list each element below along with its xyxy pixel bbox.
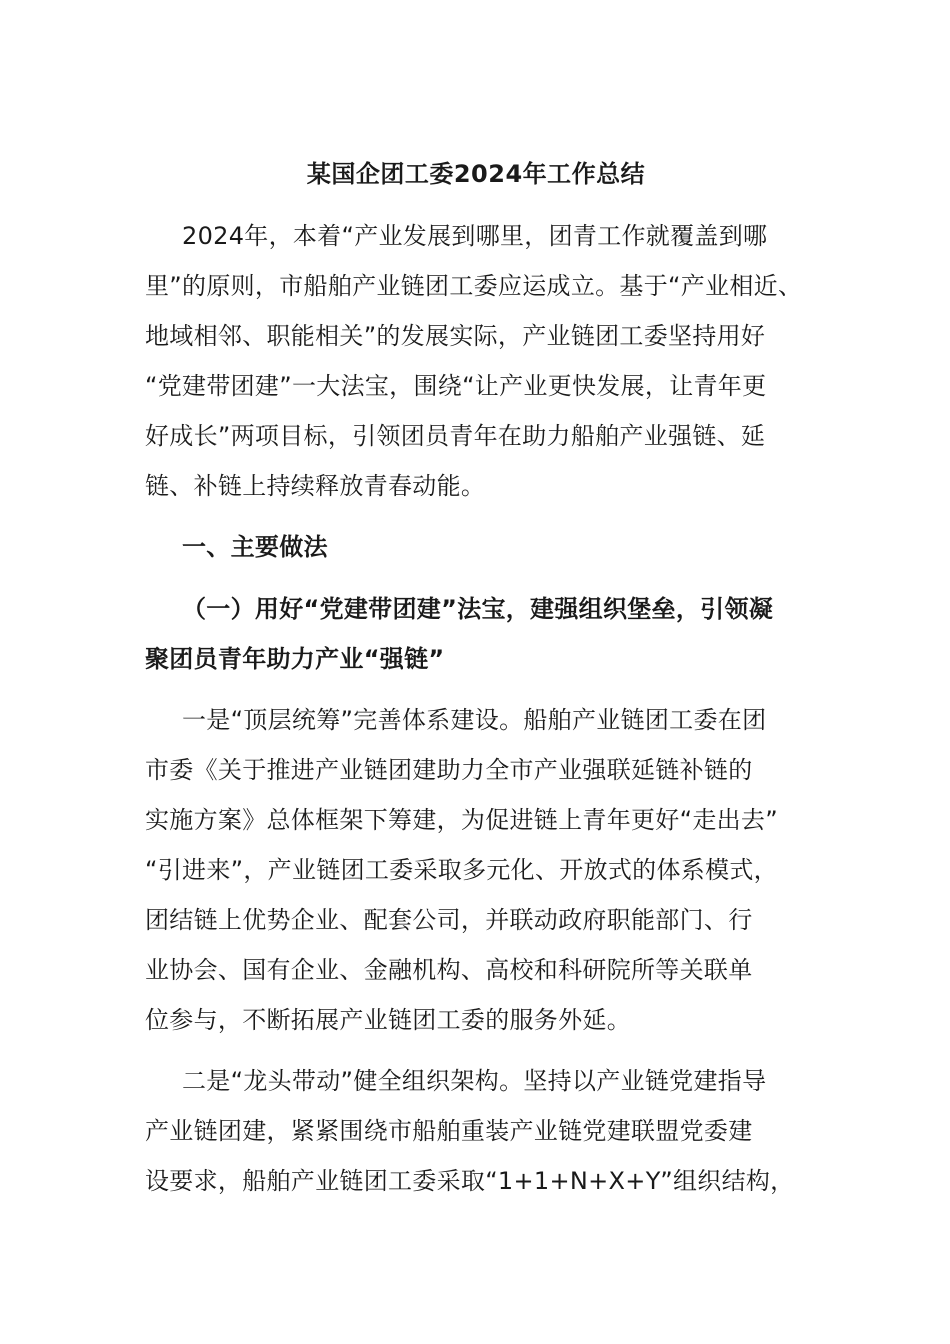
paragraph-top-level-planning bbox=[145, 695, 807, 1045]
heading-line: 一、主要做法 bbox=[182, 533, 328, 561]
text-line: 市委《关于推进产业链团建助力全市产业强联延链补链的 bbox=[145, 756, 753, 784]
text-line: 二是“龙头带动”健全组织架构。坚持以产业链党建指导 bbox=[182, 1067, 767, 1095]
text-line: 实施方案》总体框架下筹建，为促进链上青年更好“走出去” bbox=[145, 806, 778, 834]
paragraph-leading-enterprises bbox=[145, 1056, 807, 1206]
text-line: 好成长”两项目标，引领团员青年在助力船舶产业强链、延 bbox=[145, 422, 766, 450]
text-line: 地域相邻、职能相关”的发展实际，产业链团工委坚持用好 bbox=[145, 322, 766, 350]
text-line: 里”的原则，市船舶产业链团工委应运成立。基于“产业相近、 bbox=[145, 272, 803, 300]
subsection-heading bbox=[145, 584, 807, 684]
text-line: 团结链上优势企业、配套公司，并联动政府职能部门、行 bbox=[145, 906, 753, 934]
text-line: 设要求，船舶产业链团工委采取“1+1+N+X+Y”组织结构， bbox=[145, 1167, 795, 1195]
text-line: “党建带团建”一大法宝，围绕“让产业更快发展，让青年更 bbox=[145, 372, 767, 400]
section-heading bbox=[145, 522, 807, 572]
text-line: 链、补链上持续释放青春动能。 bbox=[145, 472, 486, 500]
text-line: “引进来”，产业链团工委采取多元化、开放式的体系模式， bbox=[145, 856, 778, 884]
text-line: 2024年，本着“产业发展到哪里，团青工作就覆盖到哪 bbox=[182, 222, 768, 250]
document-title: 某国企团工委2024年工作总结 bbox=[306, 160, 646, 188]
text-line: 产业链团建，紧紧围绕市船舶重装产业链党建联盟党委建 bbox=[145, 1117, 753, 1145]
text-line: 一是“顶层统筹”完善体系建设。船舶产业链团工委在团 bbox=[182, 706, 767, 734]
text-line: 业协会、国有企业、金融机构、高校和科研院所等关联单 bbox=[145, 956, 753, 984]
intro-paragraph bbox=[145, 211, 807, 511]
text-line: 位参与，不断拓展产业链团工委的服务外延。 bbox=[145, 1006, 631, 1034]
heading-line: 聚团员青年助力产业“强链” bbox=[145, 645, 445, 673]
heading-line: （一）用好“党建带团建”法宝，建强组织堡垒，引领凝 bbox=[182, 595, 774, 623]
